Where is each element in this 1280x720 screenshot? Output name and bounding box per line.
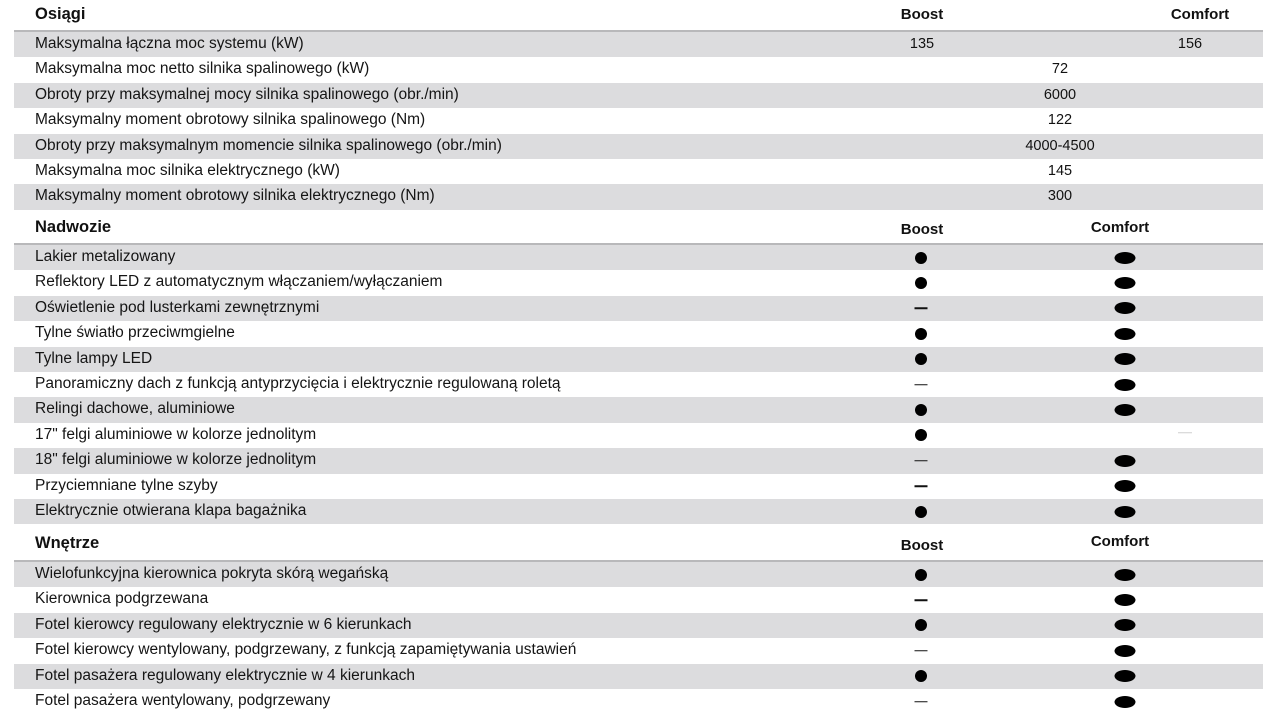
row-label: Tylne lampy LED: [35, 349, 153, 367]
section-header: [0, 213, 1280, 243]
standard-dot-icon: [915, 506, 927, 518]
shared-value: 72: [1051, 61, 1069, 78]
standard-dot-icon: [915, 277, 927, 289]
row-label: Reflektory LED z automatycznym włączaniem/wyłączaniem: [35, 273, 443, 291]
column-header-comfort: Comfort: [1090, 533, 1150, 550]
shared-value: 6000: [1043, 86, 1077, 103]
standard-dot-icon: [1115, 569, 1136, 581]
table-row: [14, 448, 1263, 473]
row-label: Maksymalny moment obrotowy silnika elektrycznego (Nm): [35, 187, 435, 205]
table-row: [14, 423, 1263, 448]
column-header-comfort: Comfort: [1170, 6, 1230, 23]
table-row: [14, 184, 1263, 209]
standard-dot-icon: [1115, 379, 1136, 391]
faint-dash-icon: [1178, 432, 1192, 434]
table-row: [14, 134, 1263, 159]
standard-dot-icon: [1115, 696, 1136, 708]
row-label: Kierownica podgrzewana: [35, 590, 209, 608]
spec-table: [14, 560, 1263, 714]
standard-dot-icon: [1115, 353, 1136, 365]
not-available-dash-icon: [915, 599, 928, 601]
column-header-boost: Boost: [900, 6, 944, 23]
comfort-value: 156: [1177, 36, 1203, 52]
table-row: [14, 372, 1263, 397]
section-title: Wnętrze: [35, 534, 100, 552]
section-title: Osiągi: [35, 5, 86, 23]
spec-table: [14, 243, 1263, 524]
row-label: Lakier metalizowany: [35, 248, 176, 265]
table-row: [14, 270, 1263, 295]
not-available-dash-icon: [915, 460, 928, 462]
row-label: Tylne światło przeciwmgielne: [35, 324, 235, 342]
row-label: Oświetlenie pod lusterkami zewnętrznymi: [35, 298, 320, 316]
standard-dot-icon: [1115, 506, 1136, 518]
table-row: [14, 108, 1263, 133]
table-row: [14, 664, 1263, 689]
standard-dot-icon: [1115, 455, 1136, 467]
standard-dot-icon: [915, 619, 927, 631]
shared-value: 122: [1047, 112, 1073, 129]
table-row: [14, 613, 1263, 638]
table-row: [14, 474, 1263, 499]
table-row: [14, 499, 1263, 524]
row-label: Maksymalna moc netto silnika spalinowego (kW): [35, 60, 370, 78]
row-label: Maksymalna łączna moc systemu (kW): [35, 35, 304, 52]
table-row: [14, 321, 1263, 346]
standard-dot-icon: [1115, 328, 1136, 340]
table-row: [14, 57, 1263, 82]
standard-dot-icon: [1115, 594, 1136, 606]
standard-dot-icon: [915, 404, 927, 416]
shared-value: 300: [1047, 188, 1073, 205]
standard-dot-icon: [915, 328, 927, 340]
shared-value: 145: [1047, 162, 1073, 179]
row-label: Elektrycznie otwierana klapa bagażnika: [35, 501, 307, 519]
standard-dot-icon: [1115, 404, 1136, 416]
section-wnetrze: [0, 528, 1280, 714]
standard-dot-icon: [915, 569, 927, 581]
column-header-boost: Boost: [900, 537, 944, 554]
standard-dot-icon: [1115, 302, 1136, 314]
table-row: [14, 638, 1263, 663]
row-label: Maksymalny moment obrotowy silnika spalinowego (Nm): [35, 111, 426, 129]
column-header-boost: Boost: [900, 221, 944, 238]
standard-dot-icon: [1115, 645, 1136, 657]
standard-dot-icon: [1115, 670, 1136, 682]
table-row: [14, 159, 1263, 184]
row-label: Obroty przy maksymalnym momencie silnika spalinowego (obr./min): [35, 136, 502, 154]
row-label: Wielofunkcyjna kierownica pokryta skórą wegańską: [35, 565, 389, 582]
table-row: [14, 245, 1263, 270]
standard-dot-icon: [915, 252, 927, 264]
row-label: 18" felgi aluminiowe w kolorze jednolitym: [35, 451, 317, 469]
standard-dot-icon: [915, 670, 927, 682]
not-available-dash-icon: [915, 650, 928, 652]
standard-dot-icon: [915, 353, 927, 365]
table-row: [14, 397, 1263, 422]
standard-dot-icon: [1115, 252, 1136, 264]
spec-table: [14, 30, 1263, 210]
section-header: [0, 0, 1280, 30]
row-label: Przyciemniane tylne szyby: [35, 476, 218, 494]
section-nadwozie: [0, 213, 1280, 524]
not-available-dash-icon: [915, 701, 928, 703]
column-header-comfort: Comfort: [1090, 219, 1150, 236]
table-row: [14, 83, 1263, 108]
table-row: [14, 32, 1263, 57]
row-label: Maksymalna moc silnika elektrycznego (kW): [35, 161, 340, 179]
section-header: [0, 528, 1280, 560]
standard-dot-icon: [1115, 277, 1136, 289]
row-label: Fotel kierowcy wentylowany, podgrzewany, z funkcją zapamiętywania ustawień: [35, 641, 577, 659]
row-label: 17" felgi aluminiowe w kolorze jednolitym: [35, 425, 317, 443]
not-available-dash-icon: [915, 384, 928, 386]
table-row: [14, 296, 1263, 321]
standard-dot-icon: [1115, 480, 1136, 492]
row-label: Fotel pasażera wentylowany, podgrzewany: [35, 691, 331, 709]
row-label: Panoramiczny dach z funkcją antyprzycięcia i elektrycznie regulowaną roletą: [35, 374, 561, 392]
standard-dot-icon: [915, 429, 927, 441]
table-row: [14, 562, 1263, 587]
not-available-dash-icon: [915, 485, 928, 487]
row-label: Fotel pasażera regulowany elektrycznie w 4 kierunkach: [35, 666, 415, 684]
standard-dot-icon: [1115, 619, 1136, 631]
row-label: Relingi dachowe, aluminiowe: [35, 400, 235, 418]
section-osiagi: [0, 0, 1280, 210]
table-row: [14, 689, 1263, 714]
row-label: Fotel kierowcy regulowany elektrycznie w 6 kierunkach: [35, 615, 412, 633]
section-title: Nadwozie: [35, 218, 112, 236]
boost-value: 135: [909, 36, 935, 52]
table-row: [14, 587, 1263, 612]
shared-value: 4000-4500: [1025, 137, 1095, 154]
not-available-dash-icon: [915, 308, 928, 310]
table-row: [14, 347, 1263, 372]
row-label: Obroty przy maksymalnej mocy silnika spalinowego (obr./min): [35, 85, 459, 103]
